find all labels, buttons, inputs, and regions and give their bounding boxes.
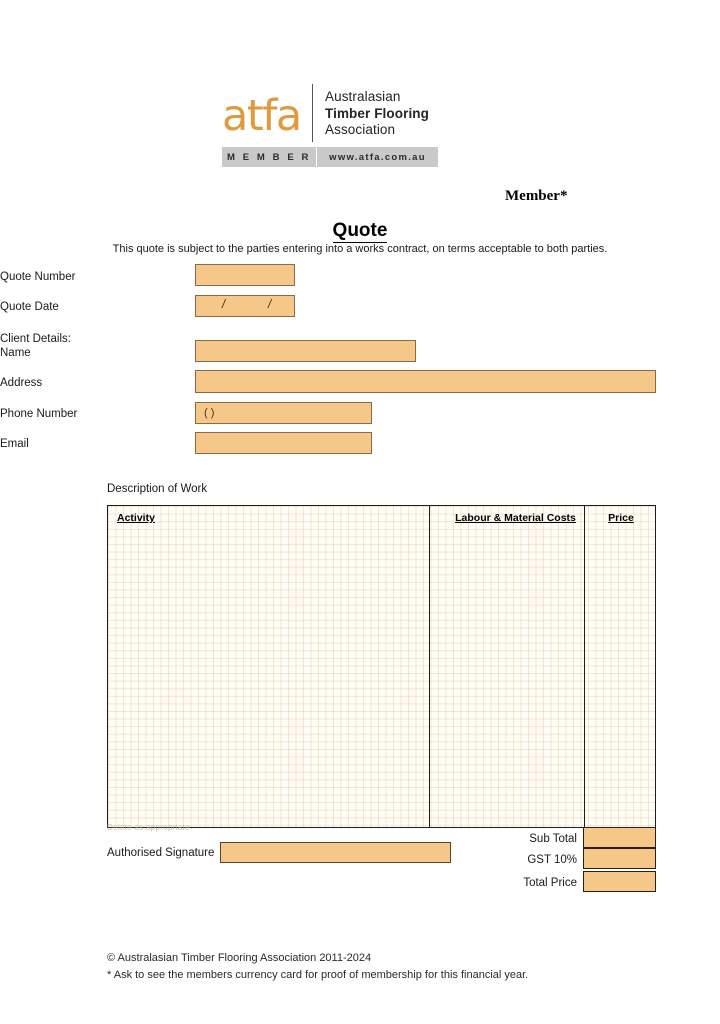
quote-date-slash-1: / [222,299,226,312]
table-column-divider-1 [429,506,430,827]
sub-total-label: Sub Total [529,833,577,845]
email-label: Email [0,438,29,450]
atfa-logo [222,82,438,167]
logo-association-name [325,82,429,144]
quote-number-label: Quote Number [0,271,76,283]
page-title [0,220,720,242]
table-header-labour-material-costs: Labour & Material Costs [455,512,576,524]
address-input[interactable] [195,370,656,393]
sub-total-input[interactable] [583,827,656,848]
quote-date-label: Quote Date [0,301,59,313]
delete-as-appropriate-note: Delete as appropriate [107,823,190,832]
authorised-signature-label: Authorised Signature [107,847,215,859]
work-items-table[interactable] [107,505,656,828]
footer-copyright: © Australasian Timber Flooring Association 2011-2024 [107,952,372,964]
address-label: Address [0,377,43,389]
client-name-input[interactable] [195,340,416,362]
logo-line-australasian: Australasian [325,89,401,105]
table-header-price: Price [608,512,634,524]
total-price-label: Total Price [523,877,577,889]
quote-date-slash-2: / [268,299,272,312]
atfa-wordmark-icon [222,82,304,144]
page-subtitle: This quote is subject to the parties entering into a works contract, on terms acceptable to both parties. [112,243,608,255]
member-bar-website: www.atfa.com.au [329,151,426,163]
description-of-work-label: Description of Work [107,483,208,495]
logo-line-association: Association [325,122,396,138]
footer-membership-note: * Ask to see the members currency card for proof of membership for this financial year. [107,969,529,981]
client-name-label: Name [0,347,31,359]
phone-number-placeholder: ( ) [204,406,215,419]
logo-top-row [222,82,438,144]
logo-line-timber-flooring: Timber Flooring [325,105,430,121]
client-details-label: Client Details: [0,333,71,345]
page-title-text: Quote [332,220,388,241]
member-bar-label: M E M B E R [226,151,312,163]
quote-date-separators [196,300,314,312]
authorised-signature-input[interactable] [220,842,451,863]
document-footer [107,950,528,984]
email-input[interactable] [195,432,372,454]
total-price-input[interactable] [583,871,656,892]
gst-label: GST 10% [527,854,577,866]
phone-number-label: Phone Number [0,408,78,420]
quote-number-input[interactable] [195,264,295,286]
atfa-wordmark-text: atfa [222,90,301,141]
table-column-divider-2 [584,506,585,827]
gst-input[interactable] [583,848,656,869]
phone-number-input[interactable] [195,402,372,424]
logo-vertical-divider [312,84,313,142]
quote-date-input[interactable] [195,295,295,317]
table-header-activity: Activity [117,512,155,524]
logo-member-bar [222,147,438,167]
member-annotation-label: Member* [505,188,568,204]
